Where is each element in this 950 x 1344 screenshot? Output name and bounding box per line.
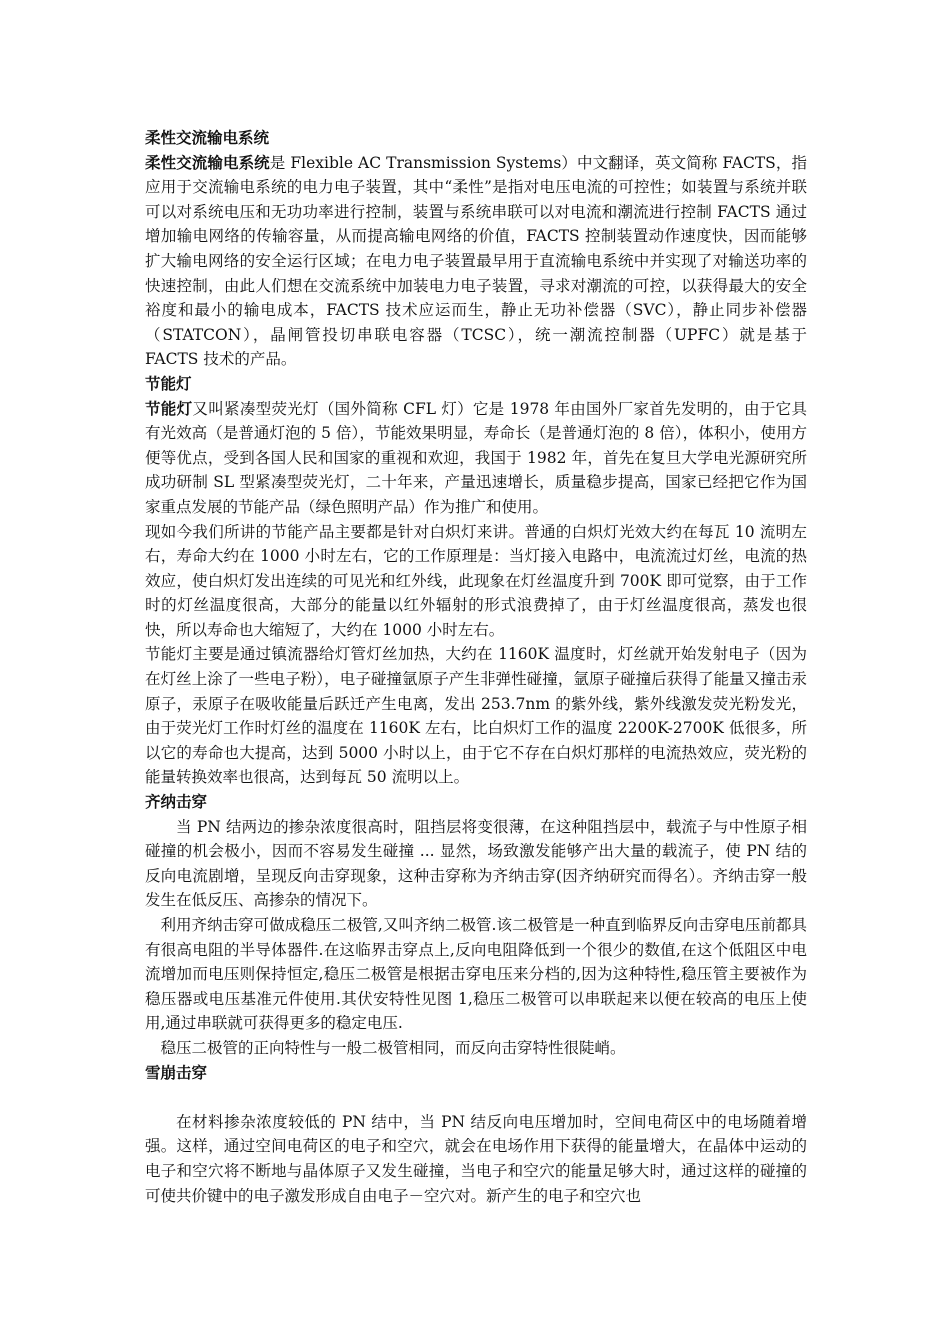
blank-line bbox=[145, 1085, 807, 1110]
paragraph bbox=[145, 397, 807, 520]
paragraph bbox=[145, 151, 807, 372]
paragraph-lead-term: 节能灯 bbox=[145, 399, 193, 418]
section-heading-zener: 齐纳击穿 bbox=[145, 793, 208, 812]
document-page bbox=[145, 126, 807, 1208]
paragraph: 利用齐纳击穿可做成稳压二极管,又叫齐纳二极管.该二极管是一种直到临界反向击穿电压前都具有很高电阻的半导体器件.在这临界击穿点上,反向电阻降低到一个很少的数值,在这个低阻区中电流增加而电压则保持恒定,稳压二极管是根据击穿电压来分档的,因为这种特性,稳压管主要被作为稳压器或电压基准元件使用.其伏安特性见图 1,稳压二极管可以串联起来以便在较高的电压上使用,通过串联就可获得更多的稳定电压. bbox=[145, 916, 807, 1033]
paragraph: 当 PN 结两边的掺杂浓度很高时，阻挡层将变很薄，在这种阻挡层中，载流子与中性原子相碰撞的机会极小，因而不容易发生碰撞 ... 显然，场致激发能够产出大量的载流子，使 PN 结的反向电流剧增，呈现反向击穿现象，这种击穿称为齐纳击穿(因齐纳研究而得名）。齐纳击穿一般发生在低反压、高掺杂的情况下。 bbox=[145, 817, 807, 910]
paragraph-text: 又叫紧凑型荧光灯（国外简称 CFL 灯）它是 1978 年由国外厂家首先发明的，由于它具有光效高（是普通灯泡的 5 倍），节能效果明显，寿命长（是普通灯泡的 8 倍），体积小，使用方便等优点，受到各国人民和国家的重视和欢迎，我国于 1982 年，首先在复旦大学电光源研究所成功研制 SL 型紧凑型荧光灯，二十年来，产量迅速增长，质量稳步提高，国家已经把它作为国家重点发展的节能产品（绿色照明产品）作为推广和使用。 bbox=[145, 399, 807, 516]
paragraph: 稳压二极管的正向特性与一般二极管相同，而反向击穿特性很陡峭。 bbox=[160, 1038, 626, 1057]
section-heading-facts: 柔性交流输电系统 bbox=[145, 129, 270, 147]
paragraph-text: 是 Flexible AC Transmission Systems）中文翻译，英文简称 FACTS，指应用于交流输电系统的电力电子装置，其中“柔性”是指对电压电流的可控性；如装置与系统并联可以对系统电压和无功功率进行控制，装置与系统串联可以对电流和潮流进行控制 FACTS 通过增加输电网络的传输容量，从而提高输电网络的价值，FACTS 控制装置动作速度快，因而能够扩大输电网络的安全运行区域；在电力电子装置最早用于直流输电系统中并实现了对输送功率的快速控制，由此人们想在交流系统中加装电力电子装置，寻求对潮流的可控，以获得最大的安全裕度和最小的输电成本，FACTS 技术应运而生，静止无功补偿器（SVC），静止同步补偿器（STATCON），晶闸管投切串联电容器（TCSC），统一潮流控制器（UPFC）就是基于 FACTS 技术的产品。 bbox=[145, 153, 807, 369]
paragraph: 现如今我们所讲的节能产品主要都是针对白炽灯来讲。普通的白炽灯光效大约在每瓦 10 流明左右，寿命大约在 1000 小时左右，它的工作原理是：当灯接入电路中，电流流过灯丝，电流的热效应，使白炽灯发出连续的可见光和红外线，此现象在灯丝温度升到 700K 即可觉察，由于工作时的灯丝温度很高，大部分的能量以红外辐射的形式浪费掉了，由于灯丝温度很高，蒸发也很快，所以寿命也大缩短了，大约在 1000 小时左右。 bbox=[145, 522, 807, 639]
section-heading-avalanche: 雪崩击穿 bbox=[145, 1063, 208, 1082]
paragraph-lead-term: 柔性交流输电系统 bbox=[145, 153, 270, 172]
section-heading-cfl: 节能灯 bbox=[145, 374, 192, 393]
paragraph: 节能灯主要是通过镇流器给灯管灯丝加热，大约在 1160K 温度时，灯丝就开始发射电子（因为在灯丝上涂了一些电子粉），电子碰撞氩原子产生非弹性碰撞，氩原子碰撞后获得了能量又撞击汞原子，汞原子在吸收能量后跃迁产生电离，发出 253.7nm 的紫外线，紫外线激发荧光粉发光，由于荧光灯工作时灯丝的温度在 1160K 左右，比白炽灯工作的温度 2200K-2700K 低很多，所以它的寿命也大提高，达到 5000 小时以上，由于它不存在白炽灯那样的电流热效应，荧光粉的能量转换效率也很高，达到每瓦 50 流明以上。 bbox=[145, 645, 807, 787]
paragraph: 在材料掺杂浓度较低的 PN 结中，当 PN 结反向电压增加时，空间电荷区中的电场随着增强。这样，通过空间电荷区的电子和空穴，就会在电场作用下获得的能量增大，在晶体中运动的电子和空穴将不断地与晶体原子又发生碰撞，当电子和空穴的能量足够大时，通过这样的碰撞的可使共价键中的电子激发形成自由电子－空穴对。新产生的电子和空穴也 bbox=[145, 1112, 807, 1205]
